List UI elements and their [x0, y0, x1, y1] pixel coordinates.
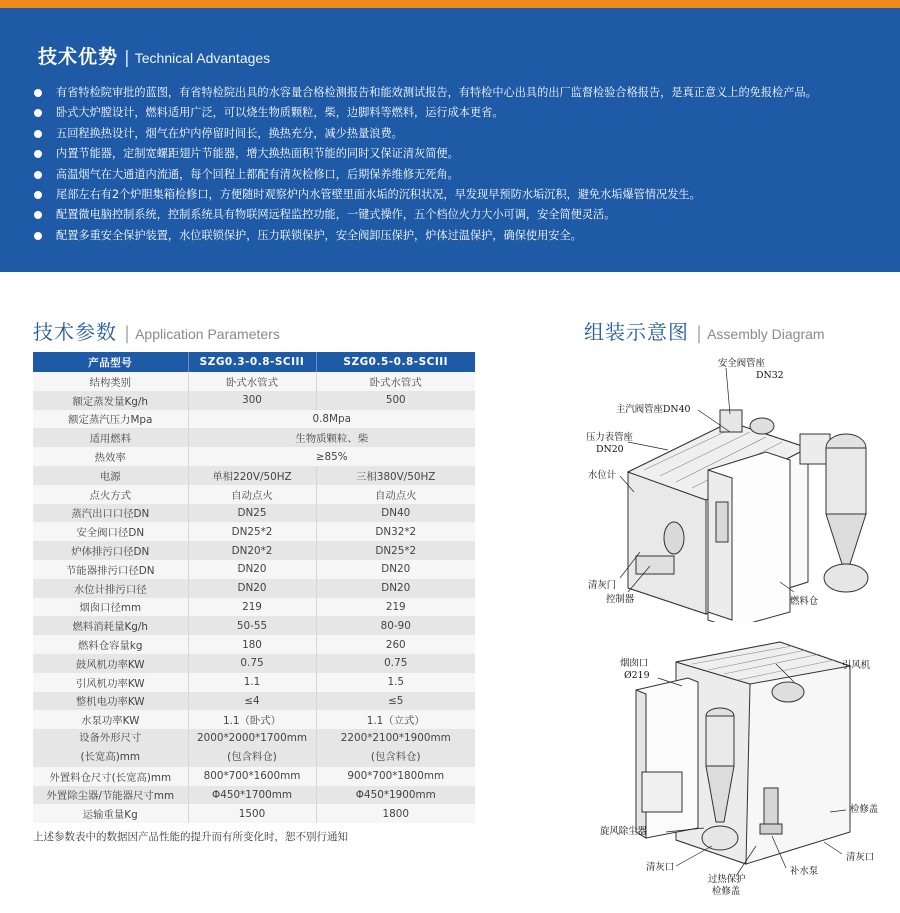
header-row — [33, 352, 475, 372]
param-label-cell — [33, 522, 188, 541]
label-main-steam-valve-seat: 主汽阀管座DN40 — [616, 404, 691, 415]
param-value-b-cell-text: 1800 — [382, 807, 409, 820]
param-value-b-cell-text: DN20 — [381, 563, 411, 576]
param-label-cell-text: 点火方式 — [89, 489, 132, 502]
advantage-item — [34, 205, 817, 225]
param-label-cell-text: 运输重量Kg — [82, 809, 138, 822]
table-header — [33, 352, 475, 372]
advantages-list — [34, 83, 817, 246]
param-label-cell-text: 鼓风机功率KW — [75, 658, 145, 671]
param-value-b-cell-text: 80-90 — [380, 619, 411, 632]
param-label-cell — [33, 579, 188, 598]
param-value-a-cell-text: 单相220V/50HZ — [212, 470, 292, 483]
bullet-icon — [34, 171, 42, 179]
table-row — [33, 560, 475, 579]
param-value-a-cell — [188, 804, 316, 823]
assembly-diagram-bottom — [580, 632, 898, 910]
param-label-cell — [33, 428, 188, 447]
param-label-cell — [33, 485, 188, 504]
param-value-b-cell-text: Φ450*1900mm — [355, 788, 436, 801]
param-value-a-cell-text: DN20 — [237, 582, 267, 595]
param-label-cell-text: 水泵功率KW — [81, 715, 140, 728]
table-row — [33, 692, 475, 711]
label-induced-fan: 引风机 — [842, 660, 871, 671]
label-inspection-cover: 检修盖 — [850, 804, 879, 815]
label-pressure-gauge-seat: 压力表管座 — [586, 432, 633, 443]
label-chimney-port: 烟囱口 — [620, 658, 649, 669]
param-value-b-cell-text: 900*700*1800mm — [347, 770, 445, 783]
bullet-icon — [34, 130, 42, 138]
param-value-b-cell-text: 1.5 — [387, 676, 405, 689]
param-value-a-cell-text: DN25 — [237, 506, 267, 519]
table-row — [33, 504, 475, 523]
param-value-b-cell — [316, 391, 475, 410]
param-label-cell — [33, 710, 188, 729]
label-ash-port-left: 清灰口 — [646, 862, 675, 873]
param-label-cell — [33, 654, 188, 673]
technical-advantages-panel — [0, 8, 900, 272]
param-value-a-cell — [188, 579, 316, 598]
param-value-a-cell — [188, 504, 316, 523]
label-makeup-water-pump: 补水泵 — [790, 866, 819, 877]
advantage-item — [34, 103, 817, 123]
table-row — [33, 541, 475, 560]
param-value-b-cell — [316, 616, 475, 635]
param-label-cell-text: 整机电功率KW — [75, 696, 145, 709]
assembly-heading — [584, 316, 825, 345]
param-label-cell-text: 热效率 — [94, 452, 126, 465]
param-label-cell — [33, 447, 188, 466]
param-value-b-cell-text: 2200*2100*1900mm — [340, 732, 451, 745]
param-value-a-cell — [188, 729, 316, 767]
param-merged-cell — [188, 447, 475, 466]
param-value-b-cell — [316, 522, 475, 541]
table-row — [33, 767, 475, 786]
param-value-b-cell-text: (包含料仓) — [370, 750, 421, 763]
param-value-a-cell — [188, 466, 316, 485]
param-value-a-cell — [188, 710, 316, 729]
param-value-b-cell-text: DN32*2 — [375, 525, 417, 538]
param-value-b-cell — [316, 804, 475, 823]
param-label-cell — [33, 560, 188, 579]
param-value-a-cell-text: 50-55 — [236, 619, 268, 632]
param-label-cell — [33, 372, 188, 391]
param-label-cell-text: 炉体排污口径DN — [71, 546, 150, 559]
title-separator: | — [124, 48, 130, 68]
param-value-b-cell-text: 卧式水管式 — [369, 376, 422, 389]
param-value-a-cell-text: 卧式水管式 — [226, 376, 278, 389]
param-label-cell — [33, 786, 188, 805]
table-row — [33, 616, 475, 635]
table-row — [33, 786, 475, 805]
table-row — [33, 447, 475, 466]
param-merged-cell — [188, 410, 475, 429]
param-label-cell-text: 额定蒸汽压力Mpa — [68, 414, 153, 427]
param-value-b-cell — [316, 485, 475, 504]
param-value-b-cell — [316, 372, 475, 391]
bullet-icon — [34, 89, 42, 97]
param-label-cell-text: 结构类别 — [89, 376, 132, 389]
param-value-a-cell-text: DN20*2 — [231, 544, 273, 557]
advantage-text: 尾部左右有2个炉胆集箱检修口，方便随时观察炉内水管壁里面水垢的沉积状况，早发现早预防水垢沉积，避免水垢爆管情况发生。 — [56, 187, 701, 201]
param-value-b-cell-text: 260 — [385, 638, 406, 651]
param-label-cell-text: 蒸汽出口口径DN — [71, 508, 150, 521]
bullet-icon — [34, 150, 42, 158]
label-ash-port-right: 清灰口 — [846, 852, 875, 863]
param-value-b-cell — [316, 504, 475, 523]
table-row — [33, 522, 475, 541]
param-value-a-cell-text: 1500 — [238, 807, 266, 820]
advantage-item — [34, 226, 817, 246]
bullet-icon — [34, 232, 42, 240]
param-value-b-cell-text: 0.75 — [384, 657, 408, 670]
table-body — [33, 372, 475, 823]
param-value-a-cell-text: 219 — [242, 600, 262, 613]
table-footnote: 上述参数表中的数据因产品性能的提升而有所变化时，恕不别行通知 — [33, 831, 348, 843]
params-title-en: Application Parameters — [135, 326, 280, 342]
table-row — [33, 598, 475, 617]
advantage-text: 内置节能器，定制宽螺距翅片节能器，增大换热面积节能的同时又保证清灰简便。 — [56, 147, 459, 161]
label-safety-valve-dn: DN32 — [756, 370, 784, 381]
label-pressure-gauge-dn: DN20 — [596, 444, 624, 455]
param-label-cell — [33, 804, 188, 823]
param-label-cell-text: 设备外形尺寸 — [79, 732, 142, 745]
param-label-cell-text: 适用燃料 — [89, 433, 132, 446]
param-label-cell-text: 烟囱口径mm — [79, 602, 142, 615]
bullet-icon — [34, 211, 42, 219]
param-label-cell — [33, 616, 188, 635]
param-value-b-cell — [316, 466, 475, 485]
param-value-b-cell — [316, 635, 475, 654]
label-cyclone-dust-collector: 旋风除尘器 — [600, 826, 647, 837]
param-value-a-cell — [188, 786, 316, 805]
param-value-a-cell-text: DN20 — [237, 563, 267, 576]
advantage-item — [34, 83, 817, 103]
top-accent-stripe — [0, 0, 900, 8]
param-value-a-cell — [188, 692, 316, 711]
param-value-a-cell-text: 2000*2000*1700mm — [197, 732, 307, 745]
parameters-table — [33, 352, 475, 823]
param-value-b-cell — [316, 560, 475, 579]
table-row — [33, 466, 475, 485]
param-value-a-cell — [188, 673, 316, 692]
param-label-cell-text: (长宽高)mm — [80, 750, 141, 763]
table-row — [33, 579, 475, 598]
param-value-b-cell-text: 三相380V/50HZ — [356, 470, 436, 483]
param-value-a-cell — [188, 541, 316, 560]
param-value-a-cell-text: 800*700*1600mm — [203, 770, 301, 783]
param-merged-cell-text: 生物质颗粒、柴 — [295, 433, 369, 446]
advantage-item — [34, 124, 817, 144]
param-value-b-cell — [316, 654, 475, 673]
param-value-a-cell-text: (包含料仓) — [227, 750, 277, 763]
label-ash-door: 清灰门 — [588, 580, 617, 591]
param-label-cell — [33, 466, 188, 485]
advantages-title-zh: 技术优势 — [38, 46, 119, 68]
bullet-icon — [34, 191, 42, 199]
table-row — [33, 410, 475, 429]
boiler-drawing-top — [580, 352, 898, 622]
assembly-diagram-top — [580, 352, 898, 622]
param-label-cell — [33, 410, 188, 429]
param-merged-cell-text: 0.8Mpa — [312, 412, 351, 425]
table-row — [33, 485, 475, 504]
param-value-a-cell-text: 180 — [242, 638, 262, 651]
advantages-heading — [38, 42, 270, 69]
header-model-b: SZG0.5-0.8-SCIII — [316, 352, 475, 372]
param-value-b-cell — [316, 579, 475, 598]
table-row — [33, 710, 475, 729]
table-row — [33, 729, 475, 767]
header-model-label: 产品型号 — [33, 352, 188, 372]
param-merged-cell — [188, 428, 475, 447]
param-label-cell — [33, 692, 188, 711]
param-value-b-cell-text: 自动点火 — [374, 489, 417, 502]
param-value-a-cell-text: ≤4 — [244, 694, 260, 707]
param-value-b-cell-text: ≤5 — [388, 694, 404, 707]
param-value-a-cell — [188, 372, 316, 391]
label-safety-valve-seat: 安全阀管座 — [718, 358, 765, 369]
param-value-a-cell — [188, 522, 316, 541]
param-label-cell — [33, 767, 188, 786]
advantage-text: 卧式大炉膛设计，燃料适用广泛，可以烧生物质颗粒，柴，边脚料等燃料，运行成本更省。 — [56, 106, 504, 120]
param-value-b-cell-text: DN20 — [381, 582, 411, 595]
bullet-icon — [34, 109, 42, 117]
table-row — [33, 372, 475, 391]
label-controller: 控制器 — [606, 594, 635, 605]
param-value-b-cell-text: DN25*2 — [375, 544, 417, 557]
param-value-a-cell — [188, 560, 316, 579]
param-value-a-cell-text: DN25*2 — [231, 525, 273, 538]
param-value-b-cell — [316, 541, 475, 560]
param-value-b-cell — [316, 673, 475, 692]
assembly-title-zh: 组装示意图 — [584, 320, 689, 344]
table-row — [33, 804, 475, 823]
params-heading — [33, 316, 280, 345]
param-label-cell — [33, 541, 188, 560]
param-value-b-cell — [316, 598, 475, 617]
param-value-a-cell — [188, 635, 316, 654]
param-value-b-cell — [316, 767, 475, 786]
table-row — [33, 428, 475, 447]
table-row — [33, 673, 475, 692]
param-label-cell — [33, 504, 188, 523]
table-row — [33, 635, 475, 654]
param-label-cell — [33, 729, 188, 767]
table-row — [33, 654, 475, 673]
param-value-a-cell-text: 自动点火 — [231, 489, 273, 502]
param-value-a-cell — [188, 391, 316, 410]
param-value-b-cell-text: 1.1（立式） — [366, 715, 425, 728]
param-label-cell-text: 安全阀口径DN — [76, 527, 145, 540]
param-value-b-cell-text: 500 — [385, 394, 406, 407]
label-overheat-inspection-cover: 检修盖 — [712, 886, 741, 897]
param-value-b-cell — [316, 692, 475, 711]
param-label-cell-text: 水位计排污口径 — [73, 583, 147, 596]
param-label-cell-text: 外置料仓尺寸(长宽高)mm — [49, 771, 172, 784]
advantage-item — [34, 185, 817, 205]
param-value-a-cell — [188, 485, 316, 504]
param-label-cell-text: 外置除尘器/节能器尺寸mm — [46, 790, 175, 803]
param-value-a-cell-text: 1.1（卧式） — [222, 715, 282, 728]
param-value-a-cell-text: 0.75 — [240, 657, 264, 670]
param-value-a-cell-text: 1.1 — [243, 676, 261, 689]
param-value-a-cell — [188, 598, 316, 617]
label-overheat-protection: 过热保护 — [708, 874, 746, 885]
label-chimney-size: Ø219 — [624, 670, 650, 681]
param-value-a-cell-text: 300 — [242, 394, 262, 407]
advantage-item — [34, 165, 817, 185]
param-value-a-cell — [188, 767, 316, 786]
param-value-a-cell — [188, 654, 316, 673]
param-label-cell-text: 燃料消耗量Kg/h — [72, 621, 148, 634]
params-title-zh: 技术参数 — [33, 320, 117, 344]
title-separator: | — [696, 323, 703, 344]
param-label-cell-text: 电源 — [99, 470, 121, 483]
param-label-cell — [33, 635, 188, 654]
label-water-level-gauge: 水位计 — [588, 470, 617, 481]
param-merged-cell-text: ≥85% — [315, 450, 348, 463]
advantage-text: 有省特检院审批的蓝图，有省特检院出具的水容量合格检测报告和能效测试报告，有特检中心出具的出厂监督检验合格报告，是真正意义上的免报检产品。 — [56, 86, 817, 99]
param-value-b-cell — [316, 786, 475, 805]
advantage-text: 高温烟气在大通道内流通，每个回程上都配有清灰检修口，后期保养维修无死角。 — [56, 167, 459, 181]
param-value-b-cell — [316, 729, 475, 767]
param-value-a-cell — [188, 616, 316, 635]
param-label-cell — [33, 673, 188, 692]
title-separator: | — [124, 323, 131, 344]
advantages-title-en: Technical Advantages — [134, 50, 271, 66]
param-label-cell — [33, 391, 188, 410]
param-value-b-cell-text: 219 — [385, 600, 406, 613]
param-label-cell-text: 额定蒸发量Kg/h — [72, 395, 148, 408]
advantage-text: 配置多重安全保护装置，水位联锁保护，压力联锁保护，安全阀卸压保护，炉体过温保护，确保使用安全。 — [56, 228, 582, 242]
param-label-cell — [33, 598, 188, 617]
param-value-b-cell-text: DN40 — [381, 506, 411, 519]
advantage-text: 配置微电脑控制系统，控制系统具有物联网远程监控功能，一键式操作，五个档位火力大小可调，安全简便灵活。 — [56, 208, 616, 222]
param-value-a-cell-text: Φ450*1700mm — [212, 788, 292, 801]
advantage-item — [34, 144, 817, 164]
param-value-b-cell — [316, 710, 475, 729]
header-model-a: SZG0.3-0.8-SCIII — [188, 352, 316, 372]
param-label-cell-text: 引风机功率KW — [75, 677, 145, 690]
table-row — [33, 391, 475, 410]
param-label-cell-text: 燃料仓容量kg — [77, 640, 143, 653]
advantage-text: 五回程换热设计，烟气在炉内停留时间长，换热充分，减少热量浪费。 — [56, 126, 403, 140]
label-fuel-bin: 燃料仓 — [790, 596, 819, 607]
param-label-cell-text: 节能器排污口径DN — [65, 564, 155, 577]
assembly-title-en: Assembly Diagram — [707, 326, 825, 342]
